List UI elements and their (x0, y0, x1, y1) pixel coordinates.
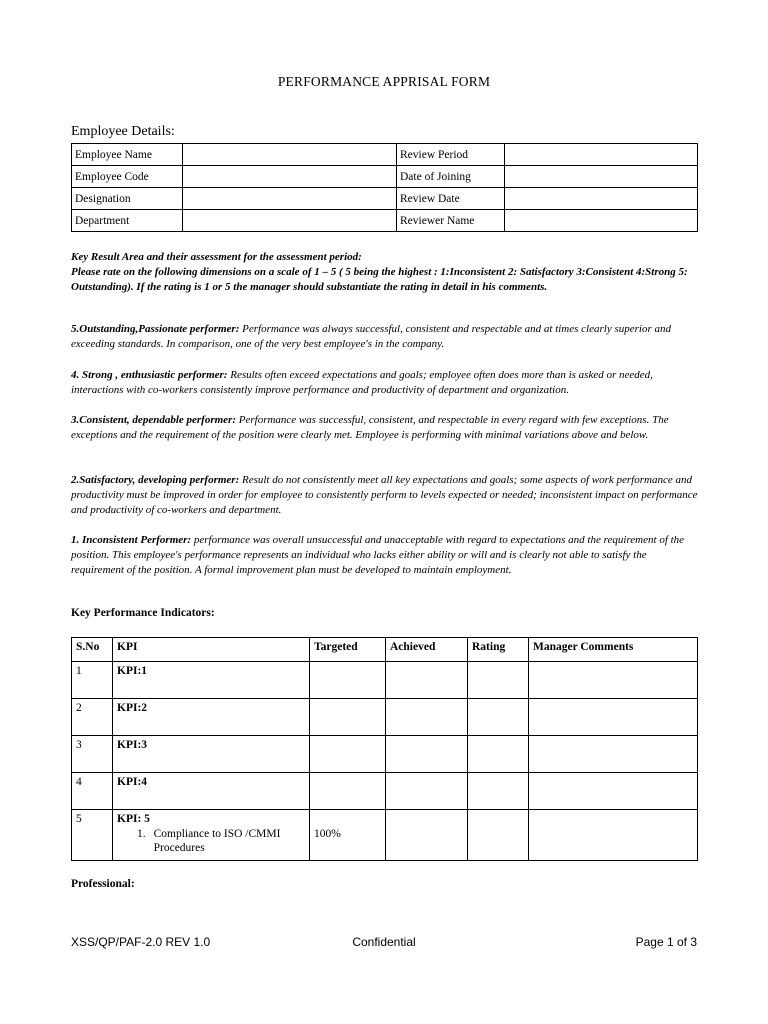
kpi-achieved-field[interactable] (386, 699, 468, 736)
kpi-name: KPI:3 (113, 736, 310, 773)
table-row (72, 166, 698, 188)
table-row (72, 773, 698, 810)
employee-name-label: Employee Name (72, 144, 183, 166)
rating-2-description (71, 473, 698, 518)
designation-field[interactable] (183, 188, 397, 210)
kpi-sno: 3 (72, 736, 113, 773)
col-targeted: Targeted (310, 638, 386, 662)
kpi-name: KPI:4 (113, 773, 310, 810)
rating-5-label: 5.Outstanding,Passionate performer: (71, 323, 240, 335)
kpi-sub-item-text: Compliance to ISO /CMMI Procedures (153, 828, 281, 854)
rating-1-description (71, 533, 698, 578)
reviewer-name-label: Reviewer Name (397, 210, 505, 232)
table-row (72, 662, 698, 699)
col-rating: Rating (468, 638, 529, 662)
department-label: Department (72, 210, 183, 232)
employee-code-label: Employee Code (72, 166, 183, 188)
review-period-field[interactable] (505, 144, 698, 166)
employee-details-heading: Employee Details: (71, 124, 175, 139)
table-row (72, 699, 698, 736)
employee-details-table (71, 143, 698, 232)
rating-4-text: Results often exceed expectations and goals; employee often does more than is asked or needed, interactions with co-workers consistently improve performance and productivity of department and organization. (71, 369, 653, 396)
rating-2-text: Result do not consistently meet all key expectations and goals; some aspects of work performance and productivity must be improved in order for employee to consistently perform to levels expected or needed; inconsistent impact on performance and productivity of co-workers and department. (71, 474, 698, 516)
kpi-rating-field[interactable] (468, 736, 529, 773)
designation-label: Designation (72, 188, 183, 210)
col-kpi: KPI (113, 638, 310, 662)
kpi-sno: 5 (72, 810, 113, 861)
table-row (72, 810, 698, 861)
review-date-field[interactable] (505, 188, 698, 210)
kpi-sno: 1 (72, 662, 113, 699)
kpi-comments-field[interactable] (529, 810, 698, 861)
rating-4-description (71, 368, 698, 398)
footer-page-number: Page 1 of 3 (635, 935, 697, 949)
kpi-targeted-field[interactable]: 100% (310, 810, 386, 861)
kpi-title: KPI: 5 (117, 813, 150, 825)
date-of-joining-field[interactable] (505, 166, 698, 188)
kpi-achieved-field[interactable] (386, 810, 468, 861)
kpi-heading: Key Performance Indicators: (71, 607, 215, 619)
reviewer-name-field[interactable] (505, 210, 698, 232)
table-row (72, 210, 698, 232)
kpi-sub-item-number: 1. (137, 828, 146, 840)
kpi-name: KPI:2 (113, 699, 310, 736)
kpi-rating-field[interactable] (468, 699, 529, 736)
kpi-targeted-field[interactable] (310, 736, 386, 773)
kpi-rating-field[interactable] (468, 773, 529, 810)
col-manager-comments: Manager Comments (529, 638, 698, 662)
rating-5-text: Performance was always successful, consistent and respectable and at times clearly superior and exceeding standards. In comparison, one of the very best employee's in the company. (71, 323, 671, 350)
rating-3-label: 3.Consistent, dependable performer: (71, 414, 236, 426)
kpi-name: KPI:1 (113, 662, 310, 699)
kpi-targeted-field[interactable] (310, 699, 386, 736)
kpi-comments-field[interactable] (529, 773, 698, 810)
employee-name-field[interactable] (183, 144, 397, 166)
rating-2-label: 2.Satisfactory, developing performer: (71, 474, 240, 486)
kpi-header-row (72, 638, 698, 662)
rating-1-label: 1. Inconsistent Performer: (71, 534, 192, 546)
review-period-label: Review Period (397, 144, 505, 166)
instructions-text: Please rate on the following dimensions on a scale of 1 – 5 ( 5 being the highest : 1:Inconsistent 2: Satisfactory 3:Consistent 4:Strong 5: Outstanding). If the rating is 1 or 5 the manager should substantiate the rating in detail in his comments. (71, 266, 688, 293)
kpi-rating-field[interactable] (468, 662, 529, 699)
department-field[interactable] (183, 210, 397, 232)
employee-code-field[interactable] (183, 166, 397, 188)
footer-classification: Confidential (352, 935, 416, 949)
kpi-achieved-field[interactable] (386, 736, 468, 773)
rating-4-label: 4. Strong , enthusiastic performer: (71, 369, 228, 381)
date-of-joining-label: Date of Joining (397, 166, 505, 188)
kpi-rating-field[interactable] (468, 810, 529, 861)
rating-instructions (71, 250, 698, 295)
col-achieved: Achieved (386, 638, 468, 662)
rating-3-text: Performance was successful, consistent, and respectable in every regard with few exceptions. The exceptions and the requirement of the position were clearly met. Employee is performing with minimal variations above and below. (71, 414, 669, 441)
professional-heading: Professional: (71, 878, 135, 890)
rating-3-description (71, 413, 698, 443)
kpi-comments-field[interactable] (529, 662, 698, 699)
kpi-achieved-field[interactable] (386, 662, 468, 699)
instructions-heading: Key Result Area and their assessment for the assessment period: (71, 251, 362, 263)
footer-doc-code: XSS/QP/PAF-2.0 REV 1.0 (71, 935, 211, 949)
table-row (72, 144, 698, 166)
kpi-sno: 4 (72, 773, 113, 810)
rating-5-description (71, 322, 698, 352)
kpi-targeted-field[interactable] (310, 662, 386, 699)
kpi-name (113, 810, 310, 861)
kpi-comments-field[interactable] (529, 736, 698, 773)
table-row (72, 736, 698, 773)
kpi-sno: 2 (72, 699, 113, 736)
kpi-table (71, 637, 698, 861)
kpi-sub-item (117, 827, 305, 855)
col-sno: S.No (72, 638, 113, 662)
kpi-achieved-field[interactable] (386, 773, 468, 810)
rating-1-text: performance was overall unsuccessful and unacceptable with regard to expectations and the requirement of the position. This employee's performance represents an individual who lacks either ability or will and is clearly not able to satisfy the requirement of the position. A formal improvement plan must be developed to maintain employment. (71, 534, 685, 576)
page-title: PERFORMANCE APPRISAL FORM (277, 74, 491, 89)
kpi-targeted-field[interactable] (310, 773, 386, 810)
kpi-comments-field[interactable] (529, 699, 698, 736)
table-row (72, 188, 698, 210)
review-date-label: Review Date (397, 188, 505, 210)
